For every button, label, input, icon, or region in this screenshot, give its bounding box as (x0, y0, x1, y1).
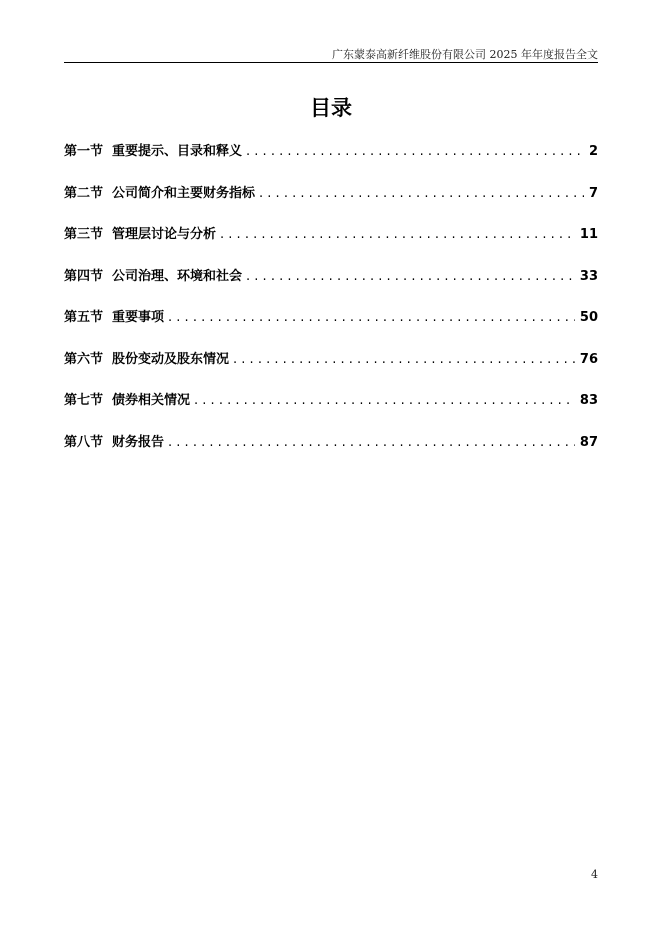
toc-section-name: 管理层讨论与分析 (112, 227, 217, 242)
toc-dot-leader (220, 227, 575, 242)
toc-entry[interactable] (64, 431, 598, 473)
toc-dot-leader (259, 186, 584, 201)
toc-page-number: 2 (588, 144, 598, 159)
toc-page-number: 87 (579, 434, 598, 450)
toc-section-number: 第三节 (64, 227, 104, 242)
toc-page-number: 50 (579, 310, 598, 325)
toc-list (64, 140, 598, 472)
toc-entry[interactable] (64, 306, 598, 348)
toc-dot-leader (194, 393, 575, 408)
page-number: 4 (591, 868, 598, 881)
toc-entry[interactable] (64, 223, 598, 265)
toc-section-number: 第六节 (64, 351, 104, 367)
toc-section-name: 债券相关情况 (112, 393, 191, 408)
header-divider (64, 62, 598, 63)
toc-entry[interactable] (64, 182, 598, 224)
toc-title: 目录 (310, 96, 352, 120)
toc-entry[interactable] (64, 140, 598, 182)
toc-section-number: 第八节 (64, 434, 104, 450)
toc-dot-leader (246, 269, 575, 284)
toc-section-name: 公司治理、环境和社会 (112, 268, 243, 284)
toc-section-number: 第七节 (64, 393, 104, 408)
toc-section-name: 股份变动及股东情况 (112, 351, 230, 367)
document-header: 广东蒙泰高新纤维股份有限公司 2025 年年度报告全文 (332, 48, 598, 61)
toc-section-number: 第四节 (64, 268, 104, 284)
toc-section-number: 第五节 (64, 310, 104, 325)
toc-page-number: 7 (588, 185, 598, 201)
toc-dot-leader (168, 435, 575, 450)
toc-entry[interactable] (64, 348, 598, 390)
toc-section-name: 财务报告 (112, 434, 165, 450)
toc-section-name: 重要事项 (112, 310, 165, 325)
toc-section-name: 公司简介和主要财务指标 (112, 185, 256, 201)
toc-entry[interactable] (64, 265, 598, 307)
toc-page-number: 11 (579, 227, 598, 242)
toc-page-number: 33 (579, 268, 598, 284)
toc-dot-leader (246, 144, 584, 159)
toc-dot-leader (168, 310, 575, 325)
toc-page-number: 83 (579, 393, 598, 408)
toc-dot-leader (233, 352, 575, 367)
toc-page-number: 76 (579, 351, 598, 367)
toc-section-number: 第二节 (64, 185, 104, 201)
toc-entry[interactable] (64, 389, 598, 431)
toc-section-number: 第一节 (64, 144, 104, 159)
toc-section-name: 重要提示、目录和释义 (112, 144, 243, 159)
